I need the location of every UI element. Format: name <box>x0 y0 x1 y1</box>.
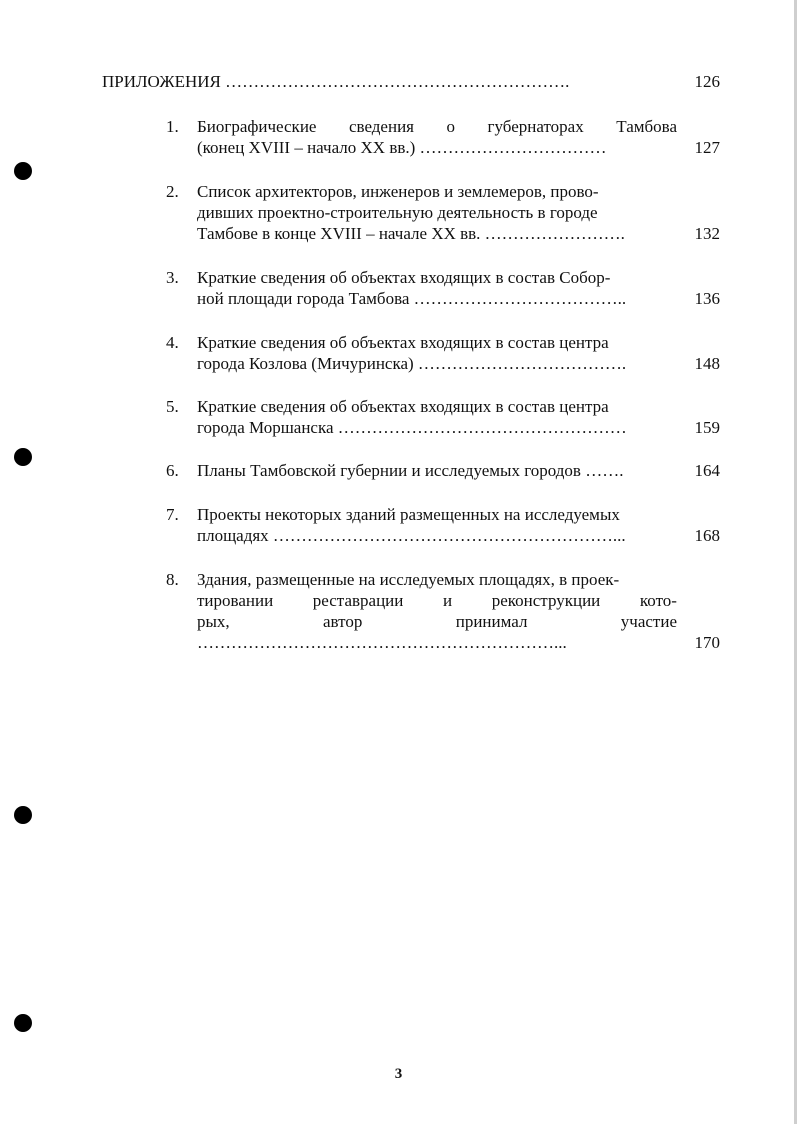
item-5-page: 159 <box>694 418 720 437</box>
item-1-line-1: Биографические сведения о губернаторах Тамбова <box>197 117 677 136</box>
item-8-line-2: тировании реставрации и реконструкции кото- <box>197 591 677 610</box>
binder-hole-2 <box>14 448 32 466</box>
item-7-page: 168 <box>694 526 720 545</box>
item-8-number: 8. <box>166 570 179 589</box>
item-5-line-1: Краткие сведения об объектах входящих в состав центра <box>197 397 609 416</box>
binder-hole-4 <box>14 1014 32 1032</box>
item-5-line-2: города Моршанска …………………………………………… <box>197 418 627 437</box>
item-7-number: 7. <box>166 505 179 524</box>
item-4-line-1: Краткие сведения об объектах входящих в состав центра <box>197 333 609 352</box>
item-2-line-2: дивших проектно-строительную деятельность в городе <box>197 203 598 222</box>
item-6-page: 164 <box>694 461 720 480</box>
item-1-page: 127 <box>694 138 720 157</box>
item-2-line-3: Тамбове в конце XVIII – начале XX вв. ……………………. <box>197 224 625 243</box>
section-leader: ……………………………………………………. <box>225 72 570 91</box>
item-1-number: 1. <box>166 117 179 136</box>
item-5-number: 5. <box>166 397 179 416</box>
item-8-line-3: рых, автор принимал участие <box>197 612 677 631</box>
item-3-line-2: ной площади города Тамбова ……………………………….. <box>197 289 627 308</box>
item-2-page: 132 <box>694 224 720 243</box>
item-4-number: 4. <box>166 333 179 352</box>
item-2-number: 2. <box>166 182 179 201</box>
section-page: 126 <box>694 72 720 91</box>
binder-hole-1 <box>14 162 32 180</box>
item-8-line-4: ………………………………………………………... <box>197 633 567 652</box>
item-8-line-1: Здания, размещенные на исследуемых площадях, в проек- <box>197 570 620 589</box>
section-title-text: ПРИЛОЖЕНИЯ <box>102 72 221 91</box>
item-7-line-2: площадях ……………………………………………………... <box>197 526 626 545</box>
item-6-number: 6. <box>166 461 179 480</box>
item-4-line-2: города Козлова (Мичуринска) ………………………………. <box>197 354 627 373</box>
section-title <box>102 72 569 92</box>
item-3-number: 3. <box>166 268 179 287</box>
binder-hole-3 <box>14 806 32 824</box>
item-3-line-1: Краткие сведения об объектах входящих в состав Собор- <box>197 268 611 287</box>
item-7-line-1: Проекты некоторых зданий размещенных на исследуемых <box>197 505 620 524</box>
item-2-line-1: Список архитекторов, инженеров и землемеров, прово- <box>197 182 599 201</box>
page-number: 3 <box>394 1066 403 1082</box>
item-1-line-2: (конец XVIII – начало XX вв.) …………………………… <box>197 138 607 157</box>
item-3-page: 136 <box>694 289 720 308</box>
item-6-line-1: Планы Тамбовской губернии и исследуемых городов ……. <box>197 461 624 480</box>
item-8-page: 170 <box>694 633 720 652</box>
item-4-page: 148 <box>694 354 720 373</box>
